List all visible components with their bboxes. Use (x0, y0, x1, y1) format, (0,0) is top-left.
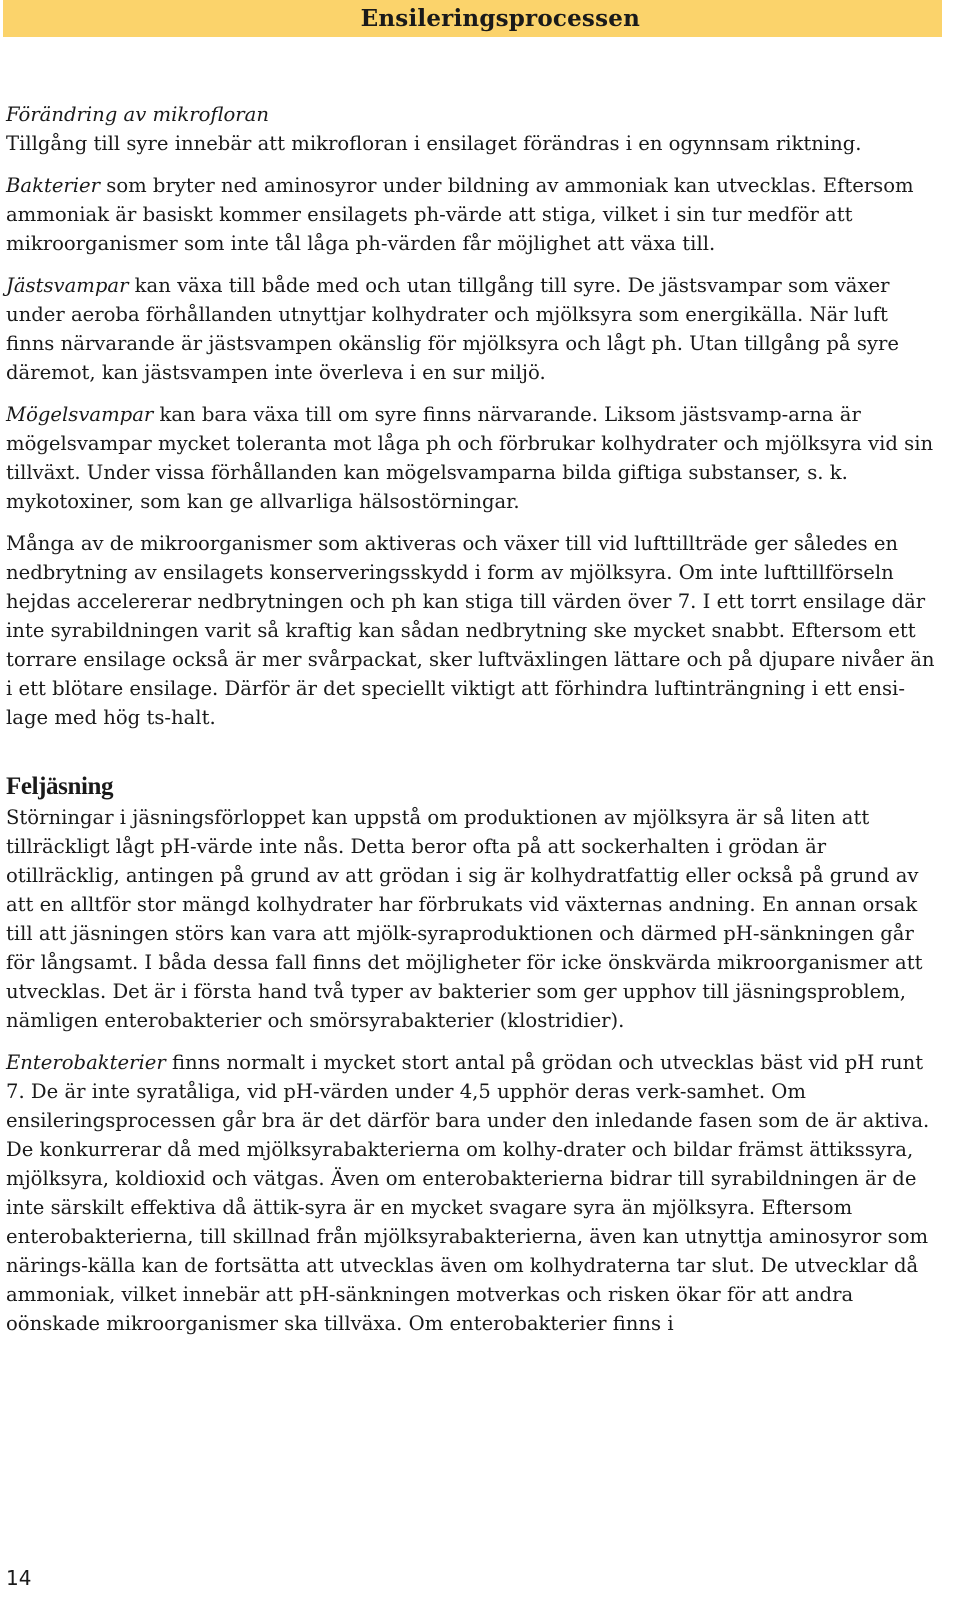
page-number: 14 (6, 1566, 32, 1590)
paragraph-jastsvampar (6, 271, 942, 387)
subheading-mikroflora: Förändring av mikrofloran (6, 103, 269, 126)
term-bakterier: Bakterier (6, 174, 101, 197)
paragraph-enterobakterier (6, 1048, 942, 1338)
paragraph-bakterier (6, 171, 942, 258)
paragraph-bakterier-text: som bryter ned aminosyror under bildning av ammoniak kan utvecklas. Eftersom ammoniak är basiskt kommer ensilagets ph-värde att stiga, vilket i sin tur medför att mikroorganismer som inte tål låga ph-värden får möjlighet att växa till. (6, 174, 914, 255)
paragraph-mogelsvampar (6, 400, 942, 516)
term-jastsvampar: Jästsvampar (6, 274, 129, 297)
section-title-feljasning: Feljäsning (6, 773, 114, 800)
main-content (6, 100, 942, 1351)
intro-paragraph (6, 100, 942, 158)
intro-text: Tillgång till syre innebär att mikrofloran i ensilaget förändras i en ogynnsam riktning. (6, 132, 862, 155)
paragraph-mogelsvampar-text: kan bara växa till om syre finns närvarande. Liksom jästsvamp-arna är mögelsvampar mycket toleranta mot låga ph och förbrukar kolhydrater och mjölksyra vid sin tillväxt. Under vissa förhållanden kan mögelsvamparna bilda giftiga substanser, s. k. mykotoxiner, som kan ge allvarliga hälsostörningar. (6, 403, 934, 513)
paragraph-storningar: Störningar i jäsningsförloppet kan uppstå om produktionen av mjölksyra är så liten att tillräckligt lågt pH-värde inte nås. Detta beror ofta på att sockerhalten i grödan är otillräcklig, antingen på grund av att grödan i sig är kolhydratfattig eller också på grund av att en alltför stor mängd kolhydrater har förbrukats vid växternas andning. En annan orsak till att jäsningen störs kan vara att mjölk-syraproduktionen och därmed pH-sänkningen går för långsamt. I båda dessa fall finns det möjligheter för icke önskvärda mikroorganismer att utvecklas. Det är i första hand två typer av bakterier som ger upphov till jäsningsproblem, nämligen enterobakterier och smörsyrabakterier (klostridier). (6, 806, 923, 1032)
header-bar (3, 0, 942, 37)
paragraph-lufttilltrade: Många av de mikroorganismer som aktiveras och växer till vid lufttillträde ger således en nedbrytning av ensilagets konserveringsskydd i form av mjölksyra. Om inte lufttillförseln hejdas accelererar nedbrytningen och ph kan stiga till värden över 7. I ett torrt ensilage där inte syrabildningen varit så kraftig kan sådan nedbrytning ske mycket snabbt. Eftersom ett torrare ensilage också är mer svårpackat, sker luftväxlingen lättare och på djupare nivåer än i ett blötare ensilage. Därför är det speciellt viktigt att förhindra luftinträngning i ett ensi-lage med hög ts-halt. (6, 532, 935, 729)
term-mogelsvampar: Mögelsvampar (6, 403, 154, 426)
term-enterobakterier: Enterobakterier (6, 1051, 166, 1074)
page-header-title: Ensileringsprocessen (360, 5, 640, 32)
paragraph-jastsvampar-text: kan växa till både med och utan tillgång till syre. De jästsvampar som växer under aeroba förhållanden utnyttjar kolhydrater och mjölksyra som energikälla. När luft finns närvarande är jästsvampen okänslig för mjölksyra och lågt ph. Utan tillgång på syre däremot, kan jästsvampen inte överleva i en sur miljö. (6, 274, 899, 384)
paragraph-enterobakterier-text: finns normalt i mycket stort antal på grödan och utvecklas bäst vid pH runt 7. De är inte syratåliga, vid pH-värden under 4,5 upphör deras verk-samhet. Om ensileringsprocessen går bra är det därför bara under den inledande fasen som de är aktiva. De konkurrerar då med mjölksyrabakterierna om kolhy-drater och bildar främst ättikssyra, mjölksyra, koldioxid och vätgas. Även om enterobakterierna bidrar till syrabildningen är de inte särskilt effektiva då ättik-syra är en mycket svagare syra än mjölksyra. Eftersom enterobakterierna, till skillnad från mjölksyrabakterierna, även kan utnyttja aminosyror som närings-källa kan de fortsätta att utvecklas även om kolhydraterna tar slut. De utvecklar då ammoniak, vilket innebär att pH-sänkningen motverkas och risken ökar för att andra oönskade mikroorganismer ska tillväxa. Om enterobakterier finns i (6, 1051, 930, 1335)
